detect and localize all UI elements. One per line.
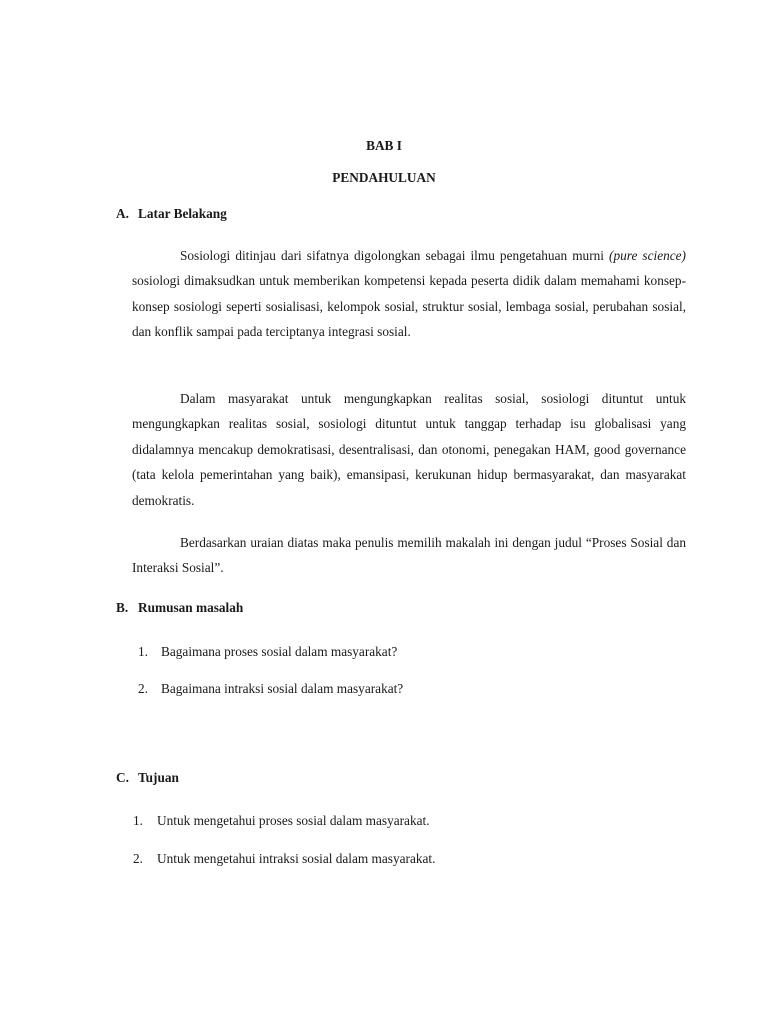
section-b-heading [116, 600, 243, 616]
list-item-text: Untuk mengetahui intraksi sosial dalam masyarakat. [157, 851, 436, 866]
paragraph-3: Berdasarkan uraian diatas maka penulis memilih makalah ini dengan judul “Proses Sosial dan Interaksi Sosial”. [132, 535, 686, 576]
list-item-number: 1. [133, 813, 143, 828]
paragraph-2: Dalam masyarakat untuk mengungkapkan realitas sosial, sosiologi dituntut untuk mengungkapkan realitas sosial, sosiologi dituntut untuk tanggap terhadap isu globalisasi yang didalamnya mencakup demokratisasi, desentralisasi, dan otonomi, penegakan HAM, good governance (tata kelola pemerintahan yang baik), emansipasi, kerukunan hidup bermasyarakat, dan masyarakat demokratis. [132, 391, 686, 508]
paragraph-1 [132, 243, 686, 345]
section-a-heading [116, 206, 227, 222]
problem-list [138, 644, 678, 701]
section-c-heading [116, 770, 179, 786]
list-item-text: Bagaimana proses sosial dalam masyarakat? [161, 644, 398, 659]
list-item [138, 681, 678, 701]
list-item [133, 813, 673, 833]
section-c-title: Tujuan [138, 770, 179, 785]
section-c-label: C. [116, 770, 129, 785]
section-a-label: A. [116, 206, 129, 221]
list-item-number: 2. [138, 681, 148, 696]
list-item [133, 851, 673, 871]
chapter-title: PENDAHULUAN [332, 170, 436, 185]
list-item-number: 1. [138, 644, 148, 659]
paragraph-1-end: sosiologi dimaksudkan untuk memberikan kompetensi kepada peserta didik dalam memahami konsep-konsep sosiologi seperti sosialisasi, kelompok sosial, struktur sosial, lembaga sosial, perubahan sosial, dan konflik sampai pada terciptanya integrasi sosial. [132, 273, 686, 340]
list-item-text: Bagaimana intraksi sosial dalam masyarakat? [161, 681, 404, 696]
section-a-title: Latar Belakang [138, 206, 227, 221]
chapter-number: BAB I [366, 138, 402, 153]
list-item [138, 644, 678, 664]
section-b-label: B. [116, 600, 129, 615]
paragraph-1-italic: (pure science) [609, 248, 686, 263]
section-b-title: Rumusan masalah [138, 600, 244, 615]
list-item-number: 2. [133, 851, 143, 866]
objective-list [133, 813, 673, 871]
list-item-text: Untuk mengetahui proses sosial dalam masyarakat. [157, 813, 430, 828]
paragraph-1-start: Sosiologi ditinjau dari sifatnya digolongkan sebagai ilmu pengetahuan murni [180, 248, 610, 263]
